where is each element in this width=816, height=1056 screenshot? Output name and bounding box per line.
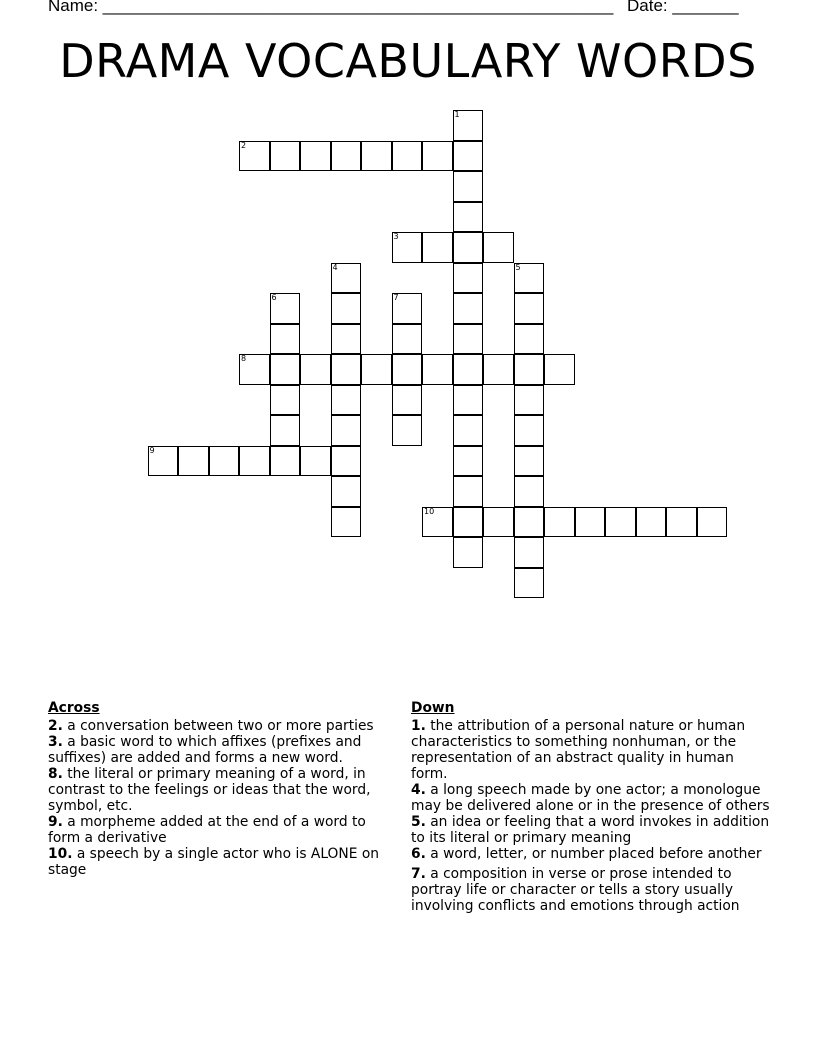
grid-cell[interactable] xyxy=(209,446,240,477)
down-clue-list xyxy=(411,718,771,914)
grid-cell[interactable] xyxy=(331,324,362,355)
across-heading: Across xyxy=(48,700,100,716)
clue-number: 4 xyxy=(332,262,338,272)
across-clue xyxy=(48,846,398,878)
grid-cell[interactable] xyxy=(453,141,484,172)
clue-number: 5. xyxy=(411,814,426,830)
across-clue xyxy=(48,718,398,734)
grid-cell[interactable] xyxy=(483,354,514,385)
grid-cell[interactable] xyxy=(453,263,484,294)
grid-cell[interactable] xyxy=(178,446,209,477)
down-clue xyxy=(411,866,771,914)
grid-cell[interactable] xyxy=(392,232,423,263)
clue-number: 3. xyxy=(48,734,63,750)
clue-number: 8. xyxy=(48,766,63,782)
grid-cell[interactable] xyxy=(331,415,362,446)
grid-cell[interactable] xyxy=(453,537,484,568)
grid-cell[interactable] xyxy=(300,141,331,172)
grid-cell[interactable] xyxy=(392,385,423,416)
grid-cell[interactable] xyxy=(392,415,423,446)
clue-number: 2 xyxy=(241,140,247,150)
grid-cell[interactable] xyxy=(453,232,484,263)
across-clue-list xyxy=(48,718,398,878)
grid-cell[interactable] xyxy=(514,385,545,416)
clue-text: the literal or primary meaning of a word, in contrast to the feelings or ideas that the word, symbol, etc. xyxy=(48,766,371,814)
grid-cell[interactable] xyxy=(300,446,331,477)
grid-cell[interactable] xyxy=(392,324,423,355)
clue-number: 4. xyxy=(411,782,426,798)
down-clue xyxy=(411,782,771,814)
clue-text: a conversation between two or more parties xyxy=(62,718,374,734)
down-clues xyxy=(411,700,771,914)
clue-text: a morpheme added at the end of a word to form a derivative xyxy=(48,814,366,846)
grid-cell[interactable] xyxy=(239,354,270,385)
grid-cell[interactable] xyxy=(453,415,484,446)
clue-text: an idea or feeling that a word invokes in addition to its literal or primary meaning xyxy=(411,814,770,846)
down-clue xyxy=(411,846,771,862)
grid-cell[interactable] xyxy=(514,476,545,507)
grid-cell[interactable] xyxy=(636,507,667,538)
clue-number: 3 xyxy=(393,232,399,241)
grid-cell[interactable] xyxy=(239,141,270,172)
clue-number: 2. xyxy=(48,718,63,734)
grid-cell[interactable] xyxy=(361,141,392,172)
grid-cell[interactable] xyxy=(453,476,484,507)
grid-cell[interactable] xyxy=(544,507,575,538)
grid-cell[interactable] xyxy=(331,507,362,538)
grid-cell[interactable] xyxy=(453,354,484,385)
grid-cell[interactable] xyxy=(270,354,301,385)
clue-number: 10 xyxy=(424,506,435,516)
grid-cell[interactable] xyxy=(270,415,301,446)
grid-cell[interactable] xyxy=(483,507,514,538)
clue-text: the attribution of a personal nature or human characteristics to something nonhuman, or the representation of an abstract quality in human form. xyxy=(411,718,746,782)
clue-text: a basic word to which affixes (prefixes and suffixes) are added and forms a new word. xyxy=(48,734,362,766)
grid-cell[interactable] xyxy=(453,324,484,355)
grid-cell[interactable] xyxy=(514,537,545,568)
grid-cell[interactable] xyxy=(514,354,545,385)
grid-cell[interactable] xyxy=(514,446,545,477)
grid-cell[interactable] xyxy=(514,415,545,446)
grid-cell[interactable] xyxy=(483,232,514,263)
grid-cell[interactable] xyxy=(544,354,575,385)
across-clue xyxy=(48,766,398,814)
clue-number: 7 xyxy=(393,293,399,302)
down-clue xyxy=(411,718,771,782)
grid-cell[interactable] xyxy=(270,385,301,416)
grid-cell[interactable] xyxy=(331,385,362,416)
grid-cell[interactable] xyxy=(453,507,484,538)
grid-cell[interactable] xyxy=(422,141,453,172)
clue-text: a speech by a single actor who is ALONE on stage xyxy=(48,846,380,878)
grid-cell[interactable] xyxy=(422,354,453,385)
grid-cell[interactable] xyxy=(331,446,362,477)
across-clue xyxy=(48,814,398,846)
grid-cell[interactable] xyxy=(392,141,423,172)
clue-text: a composition in verse or prose intended to portray life or character or tells a story usually involving conflicts and emotions through action xyxy=(411,866,740,914)
grid-cell[interactable] xyxy=(361,354,392,385)
grid-cell[interactable] xyxy=(453,293,484,324)
grid-cell[interactable] xyxy=(331,476,362,507)
clue-text: a long speech made by one actor; a monologue may be delivered alone or in the presence of others xyxy=(411,782,770,814)
clue-number: 6. xyxy=(411,846,426,862)
page-title: DRAMA VOCABULARY WORDS xyxy=(59,34,757,88)
grid-cell[interactable] xyxy=(422,507,453,538)
grid-cell[interactable] xyxy=(514,324,545,355)
down-heading: Down xyxy=(411,700,455,716)
grid-cell[interactable] xyxy=(666,507,697,538)
date-field-label: Date: _______ xyxy=(627,0,739,15)
grid-cell[interactable] xyxy=(605,507,636,538)
grid-cell[interactable] xyxy=(514,263,545,294)
grid-cell[interactable] xyxy=(514,293,545,324)
grid-cell[interactable] xyxy=(514,568,545,599)
across-clue xyxy=(48,734,398,766)
grid-cell[interactable] xyxy=(270,324,301,355)
clue-number: 9 xyxy=(149,445,155,455)
name-field-label: Name: ______________________________________________________ xyxy=(48,0,614,15)
grid-cell[interactable] xyxy=(575,507,606,538)
grid-cell[interactable] xyxy=(453,110,484,141)
clue-number: 9. xyxy=(48,814,63,830)
clue-number: 1. xyxy=(411,718,426,734)
grid-cell[interactable] xyxy=(392,293,423,324)
grid-cell[interactable] xyxy=(331,354,362,385)
grid-cell[interactable] xyxy=(514,507,545,538)
grid-cell[interactable] xyxy=(300,354,331,385)
grid-cell[interactable] xyxy=(422,232,453,263)
across-clues xyxy=(48,700,398,878)
grid-cell[interactable] xyxy=(453,171,484,202)
clue-text: a word, letter, or number placed before another xyxy=(425,846,762,862)
grid-cell[interactable] xyxy=(392,354,423,385)
down-clue xyxy=(411,814,771,846)
clue-number: 7. xyxy=(411,866,426,882)
clue-number: 8 xyxy=(241,354,247,363)
clue-number: 1 xyxy=(454,110,460,119)
grid-cell[interactable] xyxy=(331,263,362,294)
grid-cell[interactable] xyxy=(453,202,484,233)
grid-cell[interactable] xyxy=(331,141,362,172)
grid-cell[interactable] xyxy=(270,446,301,477)
grid-cell[interactable] xyxy=(453,385,484,416)
grid-cell[interactable] xyxy=(239,446,270,477)
grid-cell[interactable] xyxy=(270,141,301,172)
grid-cell[interactable] xyxy=(331,293,362,324)
clue-number: 5 xyxy=(515,262,521,272)
grid-cell[interactable] xyxy=(270,293,301,324)
clue-number: 6 xyxy=(271,293,277,302)
grid-cell[interactable] xyxy=(453,446,484,477)
grid-cell[interactable] xyxy=(697,507,728,538)
clue-number: 10. xyxy=(48,846,73,862)
grid-cell[interactable] xyxy=(148,446,179,477)
